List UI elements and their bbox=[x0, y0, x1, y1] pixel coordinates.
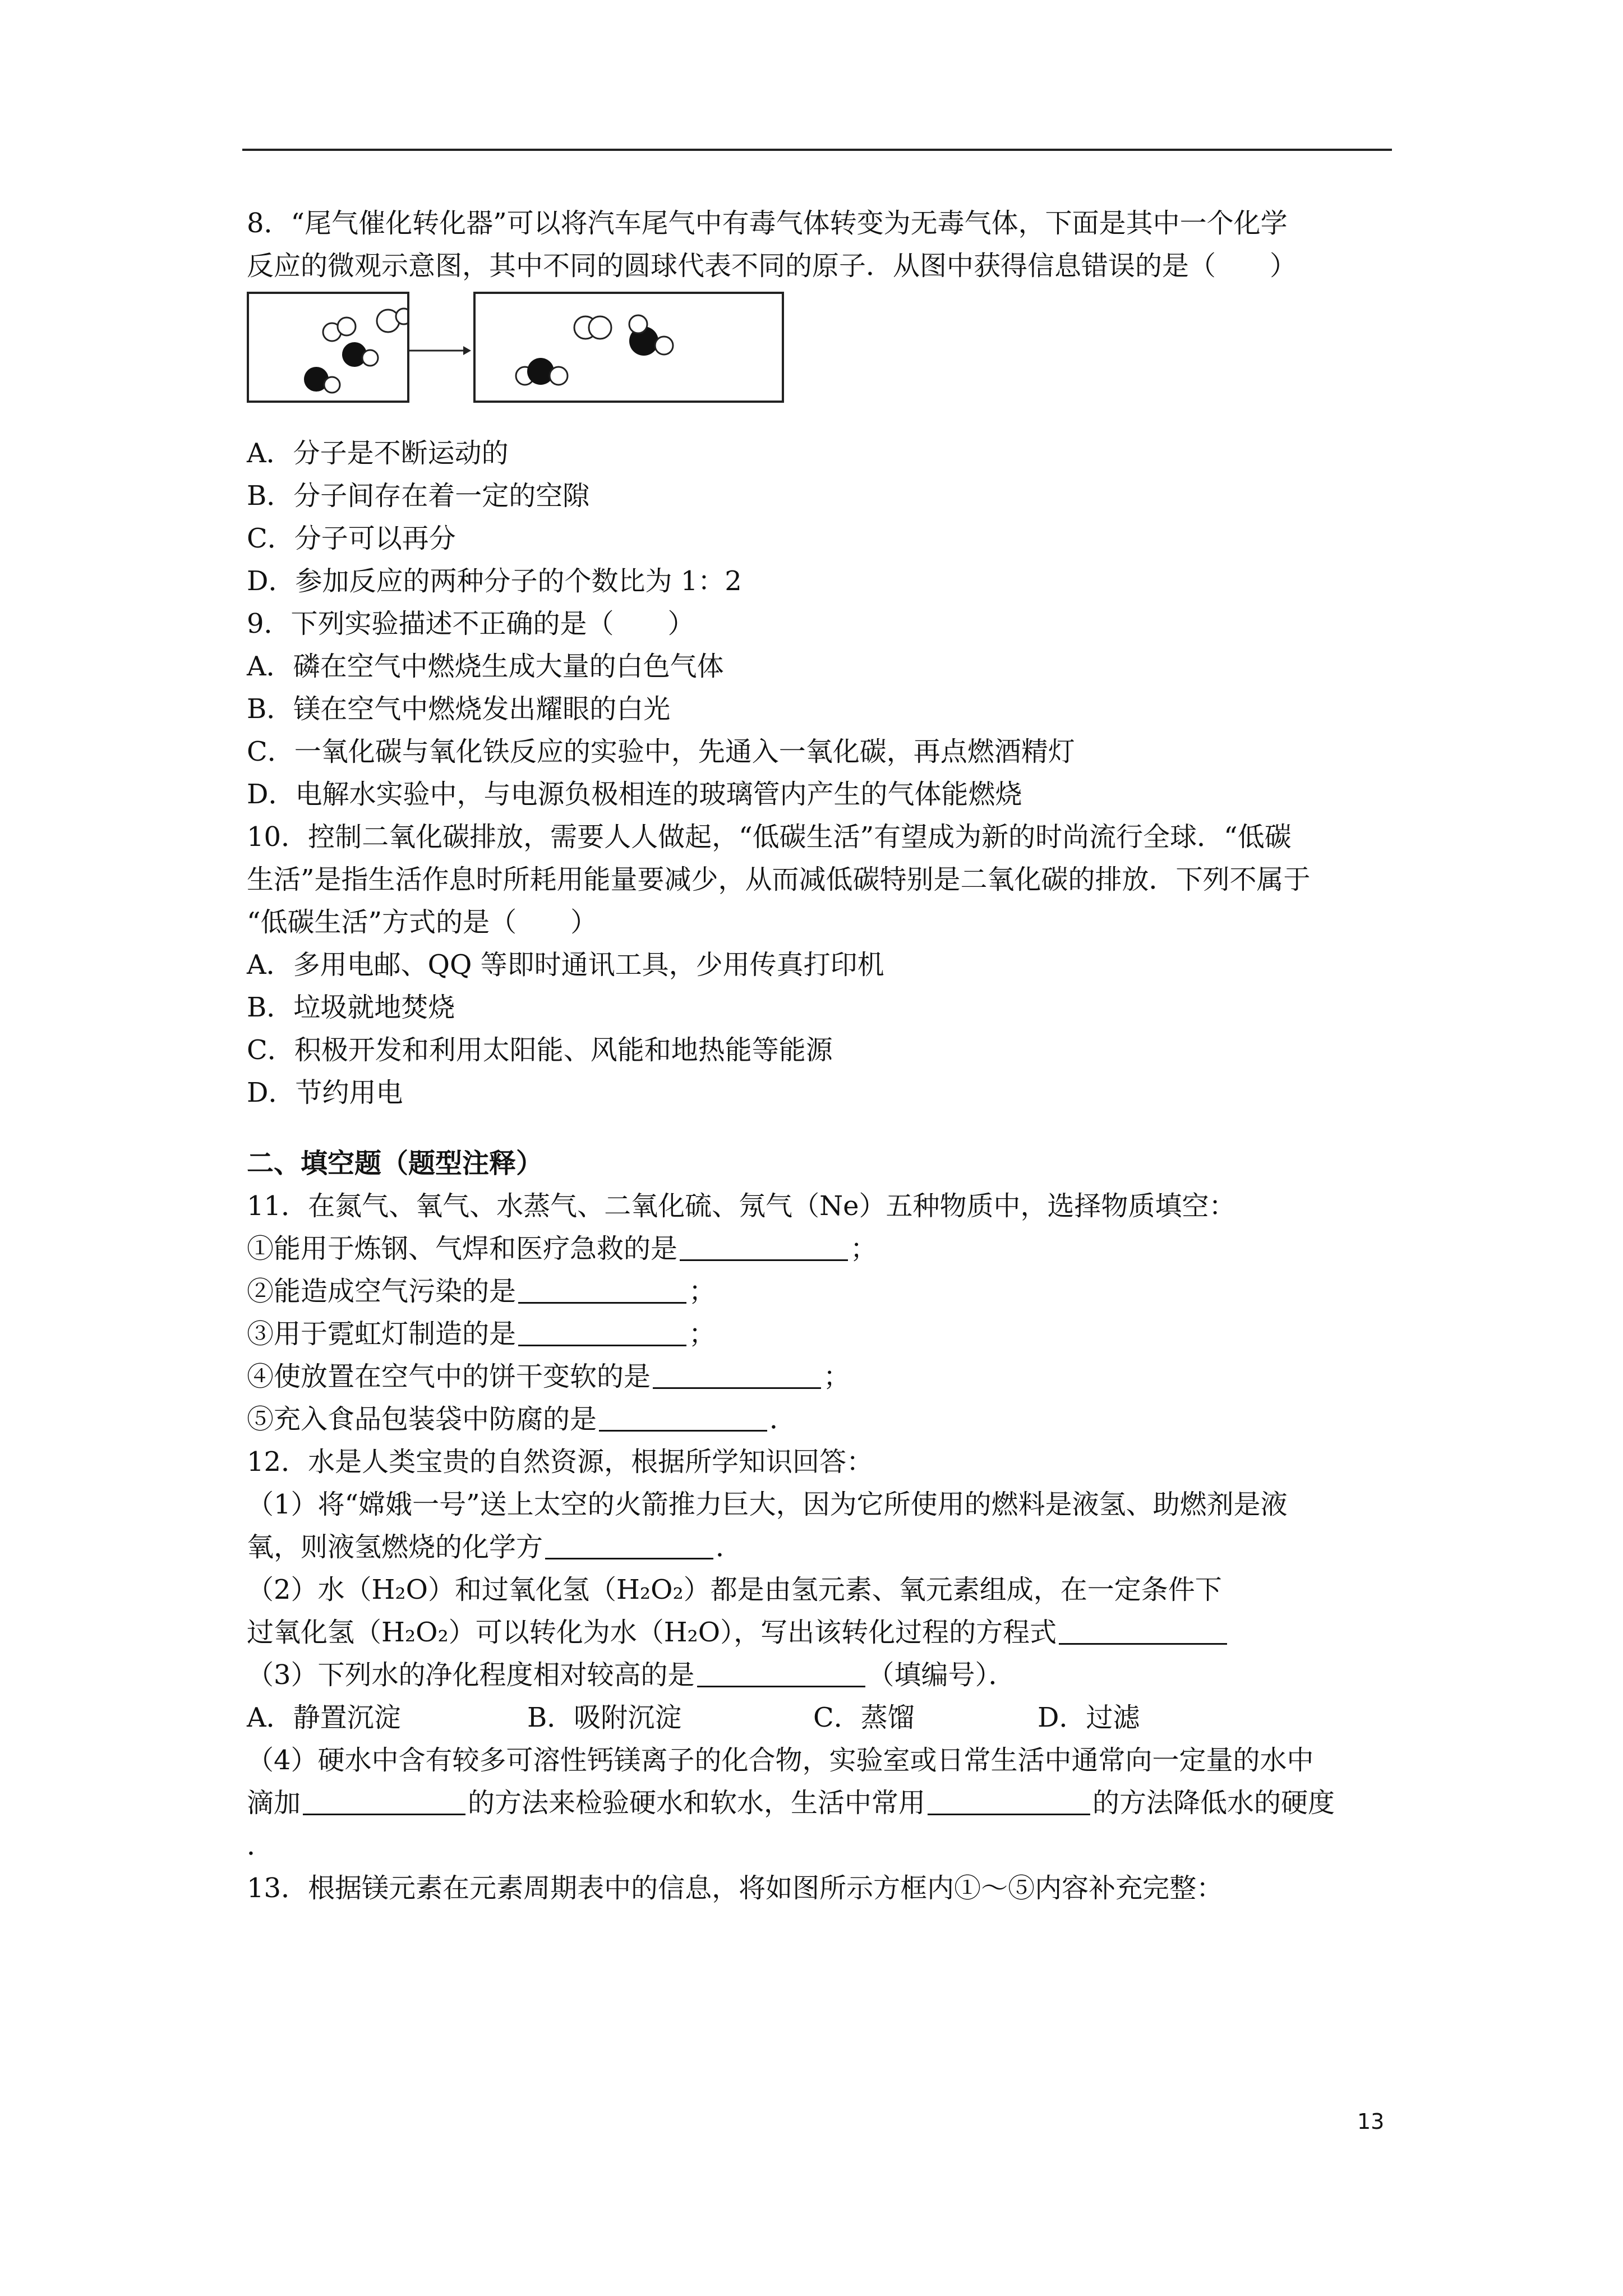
q9-stem: 9．下列实验描述不正确的是（ ） bbox=[247, 608, 695, 639]
q12-part1-line2: 氧，则液氢燃烧的化学方 ． bbox=[247, 1531, 743, 1563]
answer-blank[interactable] bbox=[697, 1660, 865, 1687]
q8-line1: 8．“尾气催化转化器”可以将汽车尾气中有毒气体转变为无毒气体，下面是其中一个化学 bbox=[247, 208, 1288, 239]
answer-blank[interactable] bbox=[1059, 1617, 1227, 1645]
page-content bbox=[247, 202, 1396, 1910]
answer-blank[interactable] bbox=[680, 1234, 848, 1261]
answer-blank[interactable] bbox=[303, 1788, 465, 1815]
q13-stem: 13．根据镁元素在元素周期表中的信息，将如图所示方框内①～⑤内容补充完整： bbox=[247, 1872, 1224, 1904]
q11-item-3: ③用于霓虹灯制造的是 ； bbox=[247, 1318, 716, 1350]
q12-part2-line2: 过氧化氢（H₂O₂）可以转化为水（H₂O），写出该转化过程的方程式 bbox=[247, 1611, 1396, 1654]
q11-item-1: ①能用于炼钢、气焊和医疗急救的是 ； bbox=[247, 1233, 878, 1264]
reaction-arrow bbox=[409, 342, 471, 359]
q12-option-c: C．蒸馏 bbox=[813, 1702, 915, 1733]
q12-part2-line1: （2）水（H₂O）和过氧化氢（H₂O₂）都是由氢元素、氧元素组成，在一定条件下 bbox=[247, 1574, 1222, 1605]
atom-white bbox=[396, 309, 407, 324]
q10-line2: 生活”是指生活作息时所耗用能量要减少，从而减低碳特别是二氧化碳的排放．下列不属于 bbox=[247, 864, 1311, 895]
q8-line2: 反应的微观示意图，其中不同的圆球代表不同的原子．从图中获得信息错误的是（ ） bbox=[247, 250, 1297, 282]
q8-option-a: A．分子是不断运动的 bbox=[247, 438, 509, 469]
q8-option-d: D．参加反应的两种分子的个数比为 1：2 bbox=[247, 565, 742, 597]
q10-option-b: B．垃圾就地焚烧 bbox=[247, 992, 455, 1023]
atom-white bbox=[550, 367, 568, 385]
q8-option-c: C．分子可以再分 bbox=[247, 523, 456, 554]
q9-option-a: A．磷在空气中燃烧生成大量的白色气体 bbox=[247, 651, 724, 682]
q10-option-c: C．积极开发和利用太阳能、风能和地热能等能源 bbox=[247, 1034, 833, 1066]
answer-blank[interactable] bbox=[653, 1361, 821, 1389]
answer-blank[interactable] bbox=[518, 1276, 686, 1304]
q12-part3-options bbox=[247, 1696, 1396, 1739]
q11-item-2: ②能造成空气污染的是 ； bbox=[247, 1276, 716, 1307]
q12-option-b: B．吸附沉淀 bbox=[527, 1702, 682, 1733]
answer-blank[interactable] bbox=[545, 1532, 713, 1559]
atom-white bbox=[324, 377, 340, 393]
q12-part4-line2: 滴加 的方法来检验硬水和软水，生活中常用 的方法降低水的硬度 bbox=[247, 1787, 1335, 1819]
q10-option-a: A．多用电邮、QQ 等即时通讯工具，少用传真打印机 bbox=[247, 949, 884, 981]
answer-blank[interactable] bbox=[599, 1404, 767, 1432]
q12-option-d: D．过滤 bbox=[1038, 1702, 1140, 1733]
q9-option-b: B．镁在空气中燃烧发出耀眼的白光 bbox=[247, 693, 671, 725]
atom-white bbox=[655, 337, 673, 355]
atom-white bbox=[362, 350, 378, 366]
q9-option-d: D．电解水实验中，与电源负极相连的玻璃管内产生的气体能燃烧 bbox=[247, 779, 1022, 810]
q10-line3: “低碳生活”方式的是（ ） bbox=[247, 907, 598, 938]
products-box bbox=[473, 292, 784, 403]
q11-item-4: ④使放置在空气中的饼干变软的是 ； bbox=[247, 1361, 851, 1392]
q12-part1-line1: （1）将“嫦娥一号”送上太空的火箭推力巨大，因为它所使用的燃料是液氢、助燃剂是液 bbox=[247, 1489, 1288, 1520]
page-number: 13 bbox=[1357, 2109, 1385, 2134]
q12-part4-end: ． bbox=[247, 1830, 274, 1861]
q12-part4-line1: （4）硬水中含有较多可溶性钙镁离子的化合物，实验室或日常生活中通常向一定量的水中 bbox=[247, 1745, 1314, 1776]
reactants-box bbox=[247, 292, 409, 403]
atom-white bbox=[338, 318, 356, 335]
answer-blank[interactable] bbox=[928, 1788, 1090, 1815]
q11-item-5: ⑤充入食品包装袋中防腐的是 ． bbox=[247, 1404, 797, 1435]
reaction-diagram bbox=[247, 292, 785, 409]
q11-stem: 11．在氮气、氧气、水蒸气、二氧化硫、氖气（Ne）五种物质中，选择物质填空： bbox=[247, 1190, 1236, 1222]
q9-option-c: C．一氧化碳与氧化铁反应的实验中，先通入一氧化碳，再点燃酒精灯 bbox=[247, 736, 1075, 767]
q8-option-b: B．分子间存在着一定的空隙 bbox=[247, 480, 590, 512]
header-rule bbox=[242, 149, 1392, 151]
answer-blank[interactable] bbox=[518, 1319, 686, 1346]
q10-option-d: D．节约用电 bbox=[247, 1077, 403, 1108]
q12-part3: （3）下列水的净化程度相对较高的是 （填编号）． bbox=[247, 1659, 1016, 1691]
q12-option-a: A．静置沉淀 bbox=[247, 1702, 401, 1733]
section-title: 二、填空题（题型注释） bbox=[247, 1148, 543, 1179]
q10-line1: 10．控制二氧化碳排放，需要人人做起，“低碳生活”有望成为新的时尚流行全球．“低碳 bbox=[247, 821, 1292, 853]
atom-white bbox=[629, 315, 647, 333]
q12-stem: 12．水是人类宝贵的自然资源，根据所学知识回答： bbox=[247, 1446, 874, 1478]
atom-white bbox=[589, 316, 611, 339]
